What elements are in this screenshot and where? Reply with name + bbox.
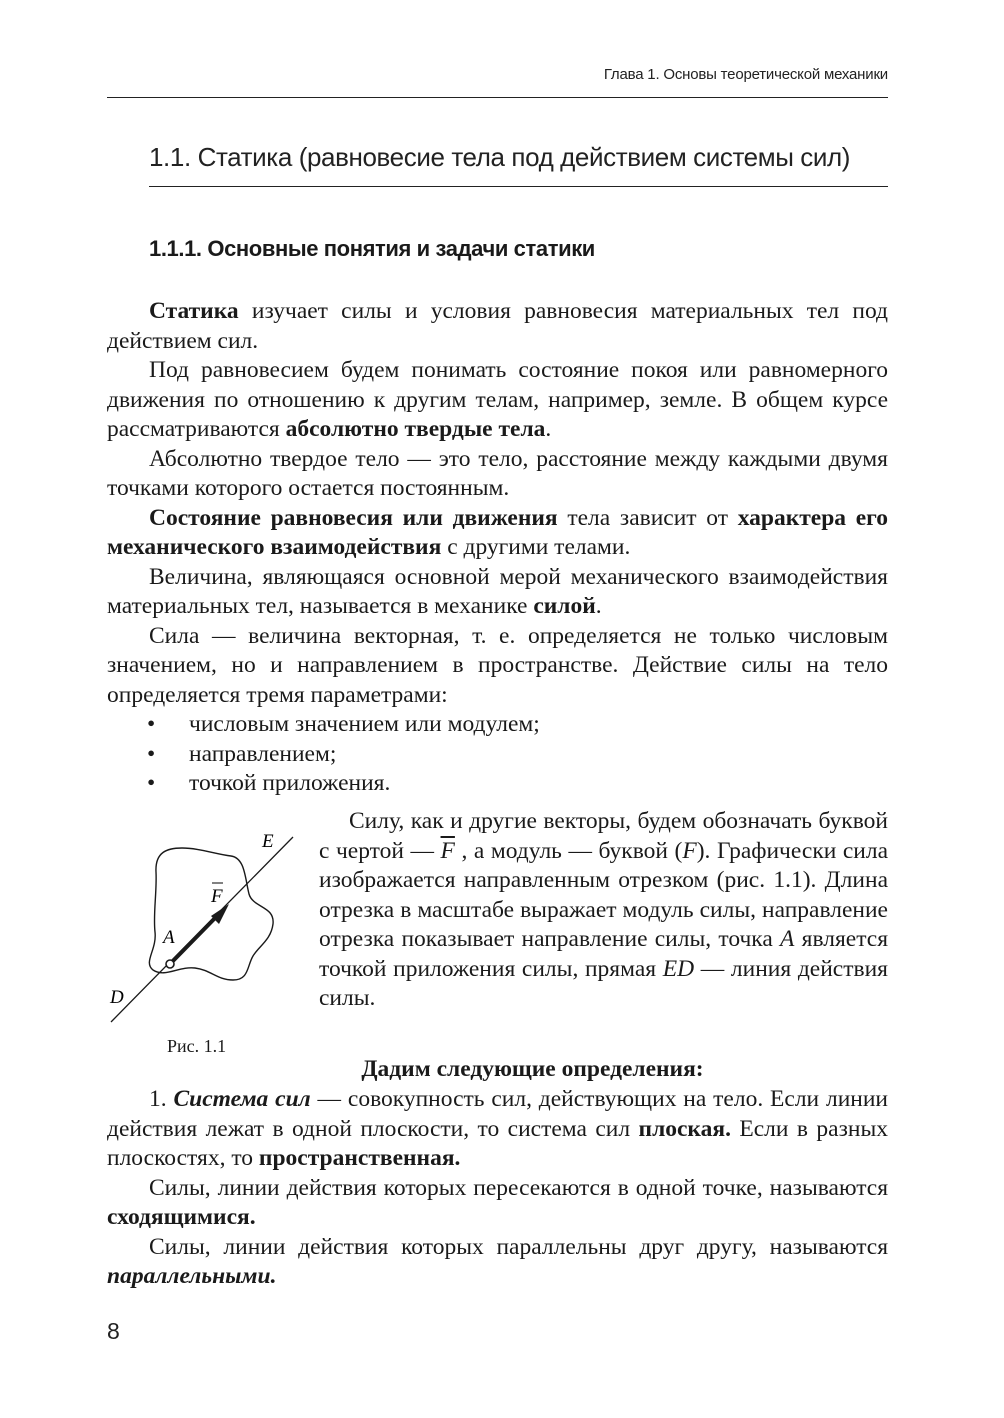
list-item: • точкой приложения. (107, 769, 888, 799)
paragraph-rigid-body: Абсолютно твердое тело — это тело, расстояние между каждыми двумя точками которого остается постоянным. (107, 445, 888, 501)
paragraph-statics: Статика изучает силы и условия равновесия материальных тел под действием сил. (107, 298, 888, 354)
definition-concurrent: Силы, линии действия которых пересекаются в одной точке, называются сходящимися. (107, 1174, 888, 1230)
section-rule (149, 186, 888, 187)
definition-system: 1. Система сил — совокупность сил, действующих на тело. Если линии действия лежат в одной плоскости, то система сил плоская. Если в разных плоскостях, то пространственная. (107, 1086, 889, 1171)
paragraph-force-measure: Величина, являющаяся основной мерой механического взаимодействия материальных тел, называется в механике силой. (107, 563, 888, 619)
term-force: силой (533, 593, 596, 619)
paragraph-equilibrium: Под равновесием будем понимать состояние покоя или равномерного движения по отношению к другим телам, например, земле. В общем курсе рассматриваются абсолютно твердые тела. (107, 357, 888, 442)
paragraph-state: Состояние равновесия или движения тела зависит от характера его механического взаимодействия с другими телами. (107, 504, 888, 560)
subsection-title: 1.1.1. Основные понятия и задачи статики (149, 236, 595, 261)
header-rule (107, 97, 888, 98)
figure-side-text: Силу, как и другие векторы, будем обозначать буквой с чертой — $\overline{F}$ , а модуль — буквой (F). Графически сила изображается направленным отрезком (рис. 1.1). Длина отрезка в масштабе выражает модуль силы, направление отрезка показывает направление силы, точка A является точкой приложения силы, прямая ED — линия действия силы. (319, 808, 889, 1011)
bullet-icon: • (147, 740, 156, 767)
label-e: E (262, 831, 274, 852)
force-vector-figure (107, 820, 307, 1060)
page-number: 8 (107, 1318, 120, 1344)
list-item: • числовым значением или модулем; (107, 710, 888, 740)
running-header: Глава 1. Основы теоретической механики (603, 66, 888, 83)
label-f: F (211, 886, 223, 907)
definition-parallel: Силы, линии действия которых параллельны друг другу, называются параллельными. (107, 1233, 888, 1289)
vector-f-symbol: $\overline{F}$ (440, 837, 455, 864)
body-upper (107, 297, 888, 799)
definitions-heading: Дадим следующие определения: (361, 1056, 704, 1082)
paragraph-force-vector: Сила — величина векторная, т. е. определяется не только числовым значением, но и направлением в пространстве. Действие силы на тело определяется тремя параметрами: (107, 622, 888, 708)
term-statics: Статика (149, 298, 239, 324)
bullet-icon: • (147, 711, 156, 737)
point-a-marker (166, 960, 174, 968)
term-rigid-body: абсолютно твердые тела (285, 416, 546, 442)
list-item: • направлением; (107, 740, 888, 770)
label-d: D (110, 987, 124, 1008)
bullet-icon: • (147, 770, 156, 796)
figure-caption: Рис. 1.1 (167, 1036, 227, 1056)
force-arrow-shaft (170, 914, 219, 964)
label-a: A (163, 927, 175, 948)
section-title: 1.1. Статика (равновесие тела под действием системы сил) (149, 142, 851, 172)
body-lower (107, 1085, 888, 1292)
